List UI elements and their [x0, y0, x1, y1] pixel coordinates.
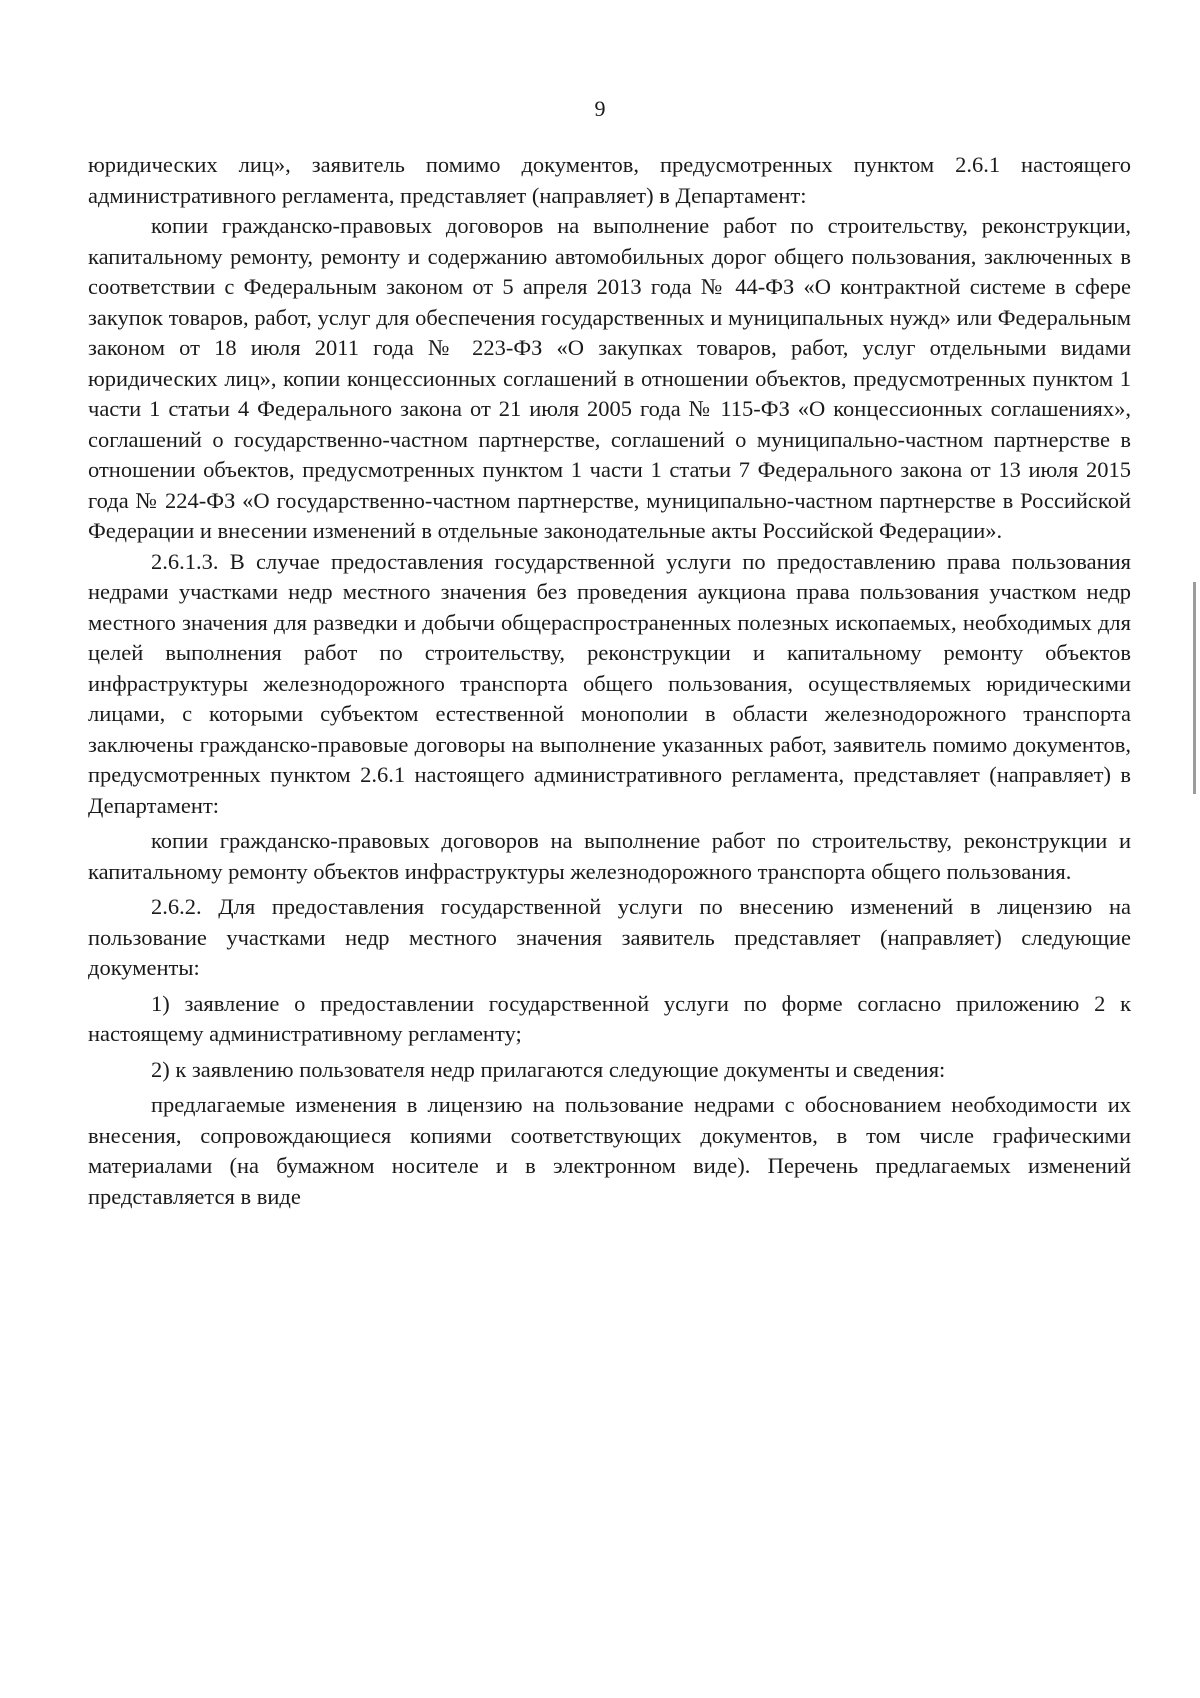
document-body — [88, 150, 1131, 1212]
paragraph-2-6-1-3: 2.6.1.3. В случае предоставления государственной услуги по предоставлению права пользования недрами участками недр местного значения без проведения аукциона права пользования участком недр местного значения для разведки и добычи общераспространенных полезных ископаемых, необходимых для целей выполнения работ по строительству, реконструкции и капитальному ремонту объектов инфраструктуры железнодорожного транспорта общего пользования, осуществляемых юридическими лицами, с которыми субъектом естественной монополии в области железнодорожного транспорта заключены гражданско-правовые договоры на выполнение указанных работ, заявитель помимо документов, предусмотренных пунктом 2.6.1 настоящего административного регламента, представляет (направляет) в Департамент: — [88, 548, 1131, 818]
paragraph-continuation: юридических лиц», заявитель помимо документов, предусмотренных пунктом 2.6.1 настоящего административного регламента, представляет (направляет) в Департамент: — [88, 152, 1131, 208]
paragraph-item-2: 2) к заявлению пользователя недр прилагаются следующие документы и сведения: — [151, 1056, 946, 1082]
paragraph-2-6-2: 2.6.2. Для предоставления государственной услуги по внесению изменений в лицензию на пользование участками недр местного значения заявитель представляет (направляет) следующие документы: — [88, 894, 1131, 980]
paragraph-proposed-changes: предлагаемые изменения в лицензию на пользование недрами с обоснованием необходимости их внесения, сопровождающиеся копиями соответствующих документов, в том числе графическими материалами (на бумажном носителе и в электронном виде). Перечень предлагаемых изменений представляется в виде — [88, 1092, 1131, 1209]
paragraph-item-1: 1) заявление о предоставлении государственной услуги по форме согласно приложению 2 к настоящему административному регламенту; — [88, 990, 1131, 1046]
page-number: 9 — [594, 96, 606, 121]
paragraph-contract-copies: копии гражданско-правовых договоров на выполнение работ по строительству, реконструкции, капитальному ремонту, ремонту и содержанию автомобильных дорог общего пользования, заключенных в соответствии с Федеральным законом от 5 апреля 2013 года № 44-ФЗ «О контрактной системе в сфере закупок товаров, работ, услуг для обеспечения государственных и муниципальных нужд» или Федеральным законом от 18 июля 2011 года № 223-ФЗ «О закупках товаров, работ, услуг отдельными видами юридических лиц», копии концессионных соглашений в отношении объектов, предусмотренных пунктом 1 части 1 статьи 4 Федерального закона от 21 июля 2005 года № 115-ФЗ «О концессионных соглашениях», соглашений о государственно-частном партнерстве, соглашений о муниципально-частном партнерстве в отношении объектов, предусмотренных пунктом 1 части 1 статьи 7 Федерального закона от 13 июля 2015 года № 224-ФЗ «О государственно-частном партнерстве, муниципально-частном партнерстве в Российской Федерации и внесении изменений в отдельные законодательные акты Российской Федерации». — [88, 213, 1131, 543]
scan-edge-line — [1193, 582, 1196, 794]
paragraph-railway-contract-copies: копии гражданско-правовых договоров на выполнение работ по строительству, реконструкции и капитальному ремонту объектов инфраструктуры железнодорожного транспорта общего пользования. — [88, 828, 1131, 884]
